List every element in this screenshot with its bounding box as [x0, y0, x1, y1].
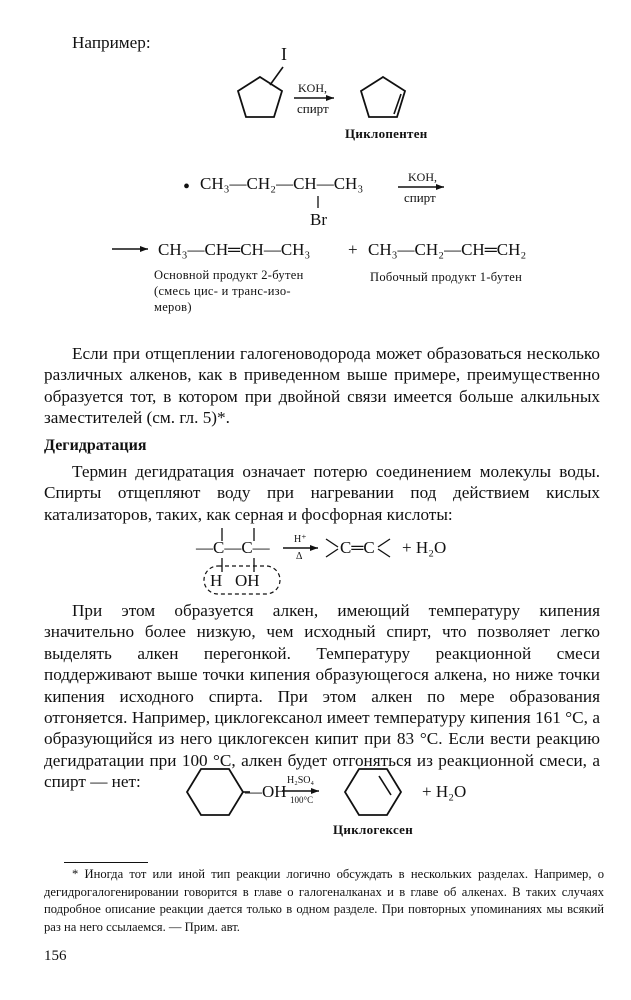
cyclohexanol-dehydration-scheme [0, 0, 1, 1]
heat-label: Δ [296, 551, 303, 562]
bullet-dot: • [183, 176, 191, 198]
side-product-caption: Побочный продукт 1-бутен [370, 270, 523, 284]
main-product-formula: CH₃—CH═CH—CH₃ [158, 240, 311, 259]
water-product-1: + H₂O [402, 538, 447, 557]
paragraph-elimination: Если при отщеплении галогеноводорода может образоваться несколько различных алкенов, как в приведенном выше примере, преимущественно образуется тот, в котором при двойной связи имеется больше алкильных заместителей (см. гл. 5)*. [44, 344, 600, 428]
intro-text: Например: [72, 33, 151, 52]
main-product-caption-line2: (смесь цис- и транс-изо- [154, 284, 291, 298]
acid-catalyst-label: H⁺ [294, 534, 307, 545]
leaving-groups: H OH [210, 571, 260, 590]
bromobutane-formula: CH₃—CH₂—CH—CH₃ [200, 174, 364, 193]
page-number: 156 [44, 948, 67, 964]
cyclopentene-caption: Циклопентен [345, 126, 428, 141]
section-heading-dehydration: Дегидратация [44, 437, 147, 454]
hydroxyl-group: —OH [245, 782, 287, 801]
water-product-2: + H₂O [422, 782, 467, 801]
footnote-rule [64, 862, 148, 863]
koh-label-1: KOH, [298, 81, 327, 95]
footnote-text: * Иногда тот или иной тип реакции логично обсуждать в нескольких разделах. Например, о дегидрогалогенировании говорится в главе о галогеналканах и в главе об алкенах. В таких случаях подробное описание реакции дается только в одном разделе. При повторных упоминаниях мы всякий раз на него ссылаемся. — Прим. авт. [44, 867, 604, 934]
bromine-label: Br [310, 210, 327, 229]
paragraph-boiling-points: При этом образуется алкен, имеющий температуру кипения значительно более низкую, чем исходный спирт, что позволяет легко выделять алкен перегонкой. Температуру реакционной смеси поддерживают выше точки кипения образующегося алкена, но ниже точки кипения исходного спирта. При этом алкен по мере образования отгоняется. Например, циклогексанол имеет температуру кипения 161 °С, а образующийся из него циклогексен кипит при 83 °С. Если вести реакцию дегидратации при 100 °С, алкен будет отгоняться из реакционной смеси, а спирт — нет: [44, 601, 600, 792]
solvent-label-2: спирт [404, 190, 436, 205]
paragraph-dehydration-definition: Термин дегидратация означает потерю соединением молекулы воды. Спирты отщепляют воду при нагревании под действием кислых катализаторов, таких, как серная и фосфорная кислоты: [44, 462, 600, 524]
main-product-caption-line3: меров) [154, 300, 192, 314]
cyclohexene-caption: Циклогексен [333, 822, 414, 837]
temperature-label: 100°C [290, 795, 314, 805]
dehydration-reactant: —C—C— [196, 538, 270, 557]
main-product-caption-line1: Основной продукт 2-бутен [154, 268, 304, 282]
koh-label-2: KOH, [408, 170, 437, 184]
plus-sign: + [348, 240, 358, 259]
solvent-label-1: спирт [297, 101, 329, 116]
sulfuric-acid-label: H₂SO₄ [287, 775, 314, 786]
side-product-formula: CH₃—CH₂—CH═CH₂ [368, 240, 527, 259]
alkene-product: C═C [340, 538, 375, 557]
iodine-label: I [281, 44, 287, 64]
